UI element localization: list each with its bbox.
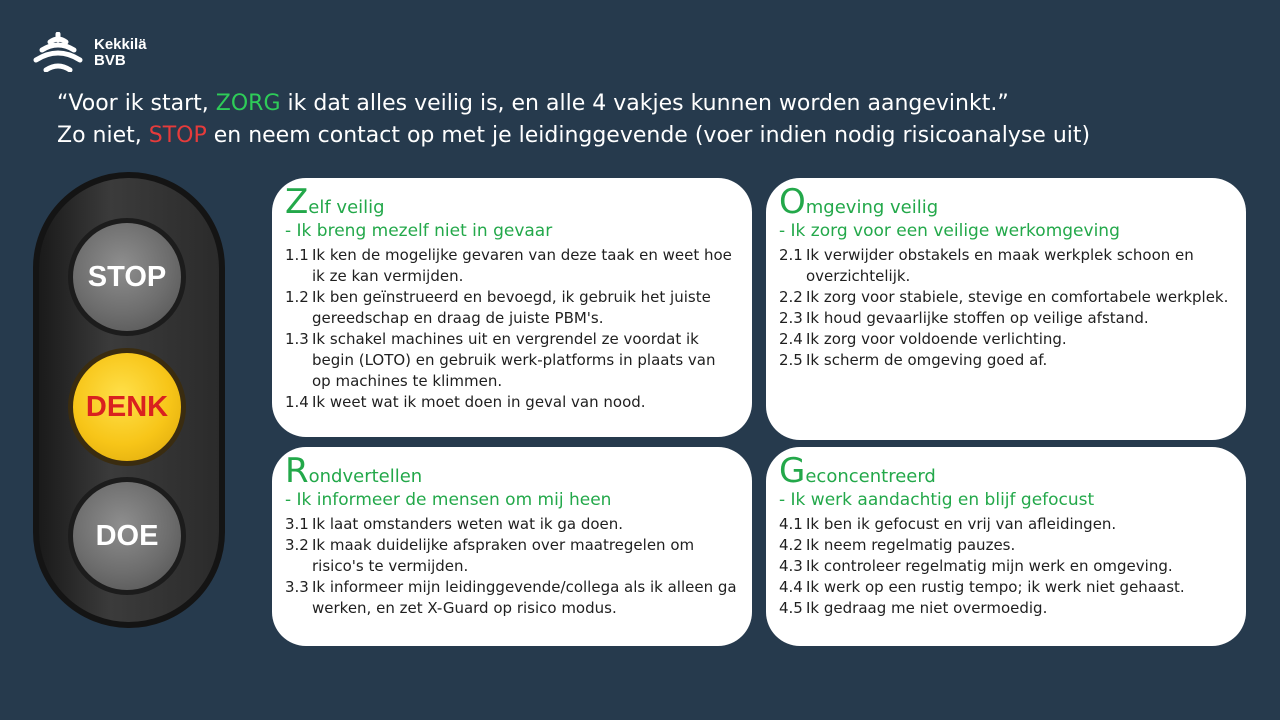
item-text: Ik laat omstanders weten wat ik ga doen. (312, 515, 624, 533)
item-text: Ik ben geïnstrueerd en bevoegd, ik gebruik het juiste gereedschap en draag de juiste PBM's. (312, 288, 711, 327)
item-number: 4.4 (779, 578, 803, 596)
list-item (779, 329, 1232, 350)
list-item (285, 392, 738, 413)
list-item (779, 350, 1232, 371)
item-text: Ik ken de mogelijke gevaren van deze taak en weet hoe ik ze kan vermijden. (312, 246, 732, 285)
kekkila-logo-icon (32, 32, 84, 72)
list-item (779, 556, 1232, 577)
list-item (779, 514, 1232, 535)
list-item (285, 287, 738, 329)
item-text: Ik ben ik gefocust en vrij van afleidingen. (806, 515, 1117, 533)
item-text: Ik neem regelmatig pauzes. (806, 536, 1016, 554)
card-initial: Z (285, 182, 309, 222)
card-zelf-veilig (272, 178, 752, 437)
item-number: 1.4 (285, 393, 309, 411)
logo-line-1: Kekkilä (94, 36, 147, 53)
card-subtitle: - Ik informeer de mensen om mij heen (285, 490, 612, 510)
zorg-highlight: ZORG (215, 91, 281, 116)
item-number: 2.1 (779, 246, 803, 264)
card-title-text: econcentreerd (805, 466, 936, 487)
heading-line-2 (57, 120, 1257, 152)
card-subtitle: - Ik breng mezelf niet in gevaar (285, 221, 553, 241)
list-item (285, 329, 738, 392)
logo-line-2: BVB (94, 52, 126, 69)
list-item (779, 577, 1232, 598)
card-initial: R (285, 451, 309, 491)
heading-line-1 (57, 88, 1257, 120)
item-text: Ik gedraag me niet overmoedig. (806, 599, 1048, 617)
item-text: Ik zorg voor voldoende verlichting. (806, 330, 1067, 348)
item-text: Ik schakel machines uit en vergrendel ze voordat ik begin (LOTO) en gebruik werk-platforms in plaats van op machines te klimmen. (312, 330, 716, 390)
stop-lamp: STOP (68, 218, 186, 336)
card-geconcentreerd (766, 447, 1246, 646)
list-item (779, 598, 1232, 619)
item-number: 4.1 (779, 515, 803, 533)
list-item (779, 535, 1232, 556)
item-number: 4.2 (779, 536, 803, 554)
doe-lamp: DOE (68, 477, 186, 595)
logo-text (94, 37, 147, 69)
card-omgeving-veilig (766, 178, 1246, 440)
card-title (779, 451, 1232, 491)
item-number: 1.1 (285, 246, 309, 264)
card-title (779, 182, 1232, 222)
card-initial: O (779, 182, 806, 222)
heading (57, 88, 1257, 152)
heading-line-2-rest: en neem contact op met je leidinggevende (voer indien nodig risicoanalyse uit) (206, 123, 1091, 148)
list-item (285, 535, 738, 577)
item-number: 2.3 (779, 309, 803, 327)
list-item (285, 245, 738, 287)
item-number: 2.2 (779, 288, 803, 306)
item-number: 3.3 (285, 578, 309, 596)
heading-line-2-text: Zo niet, (57, 123, 149, 148)
item-text: Ik werk op een rustig tempo; ik werk niet gehaast. (806, 578, 1185, 596)
card-subtitle: - Ik zorg voor een veilige werkomgeving (779, 221, 1120, 241)
item-number: 2.5 (779, 351, 803, 369)
item-number: 1.3 (285, 330, 309, 348)
heading-line-1-text: “Voor ik start, (57, 91, 216, 116)
item-text: Ik informeer mijn leidinggevende/collega als ik alleen ga werken, en zet X-Guard op risico modus. (312, 578, 737, 617)
stop-highlight: STOP (148, 123, 207, 148)
card-title (285, 182, 738, 222)
item-number: 3.1 (285, 515, 309, 533)
card-initial: G (779, 451, 806, 491)
card-title-text: ondvertellen (308, 466, 423, 487)
item-number: 4.3 (779, 557, 803, 575)
list-item (779, 308, 1232, 329)
item-text: Ik weet wat ik moet doen in geval van nood. (312, 393, 646, 411)
item-number: 2.4 (779, 330, 803, 348)
list-item (779, 245, 1232, 287)
item-number: 3.2 (285, 536, 309, 554)
list-item (285, 577, 738, 619)
item-text: Ik controleer regelmatig mijn werk en omgeving. (806, 557, 1173, 575)
heading-line-1-rest: ik dat alles veilig is, en alle 4 vakjes kunnen worden aangevinkt.” (280, 91, 1009, 116)
card-subtitle: - Ik werk aandachtig en blijf gefocust (779, 490, 1095, 510)
card-title (285, 451, 738, 491)
item-number: 1.2 (285, 288, 309, 306)
item-text: Ik verwijder obstakels en maak werkplek schoon en overzichtelijk. (806, 246, 1194, 285)
card-rondvertellen (272, 447, 752, 646)
denk-lamp: DENK (68, 348, 186, 466)
item-text: Ik scherm de omgeving goed af. (806, 351, 1048, 369)
list-item (779, 287, 1232, 308)
card-title-text: elf veilig (308, 197, 385, 218)
item-text: Ik houd gevaarlijke stoffen op veilige afstand. (806, 309, 1149, 327)
item-text: Ik zorg voor stabiele, stevige en comfortabele werkplek. (806, 288, 1229, 306)
card-title-text: mgeving veilig (805, 197, 939, 218)
item-number: 4.5 (779, 599, 803, 617)
list-item (285, 514, 738, 535)
item-text: Ik maak duidelijke afspraken over maatregelen om risico's te vermijden. (312, 536, 695, 575)
